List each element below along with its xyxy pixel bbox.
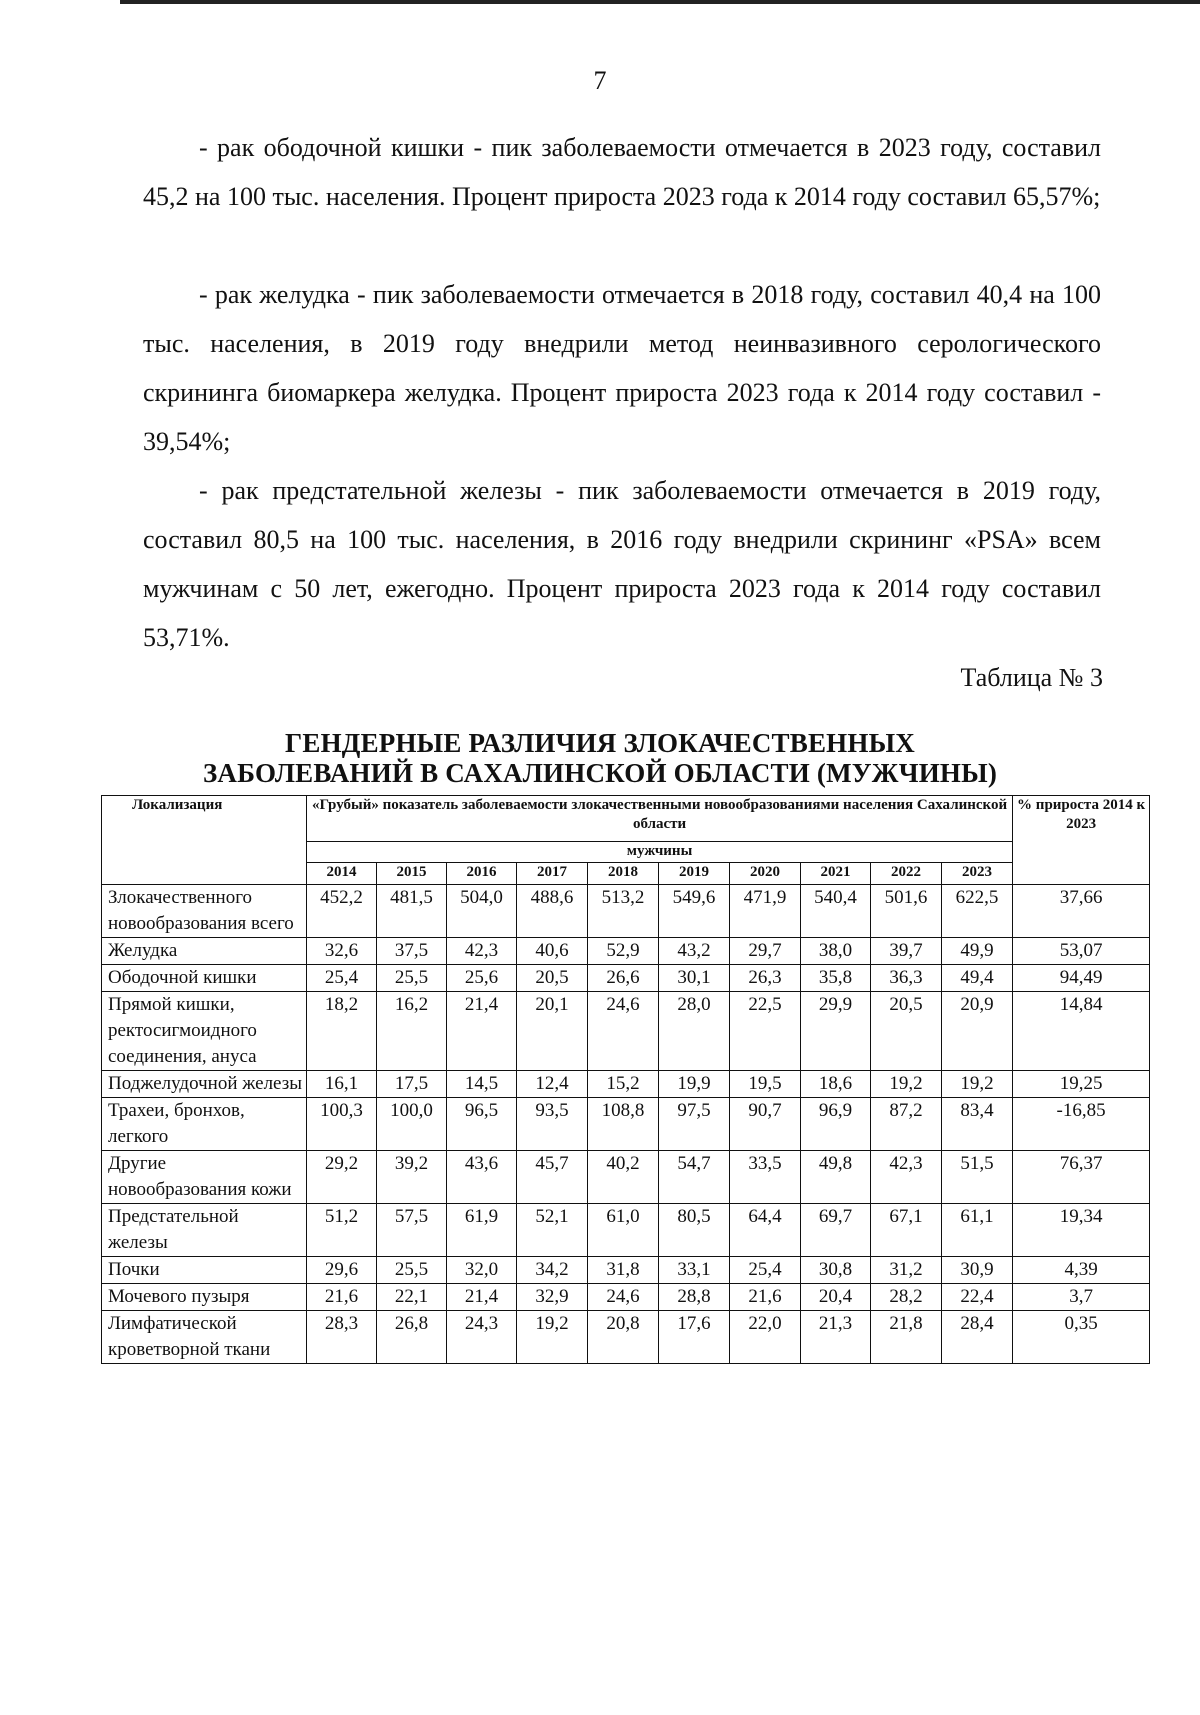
row-value: 481,5 (377, 885, 447, 938)
row-value: 20,9 (942, 992, 1013, 1071)
row-value: 22,5 (730, 992, 801, 1071)
row-value: 19,2 (871, 1071, 942, 1098)
row-value: 21,4 (447, 1284, 517, 1311)
table-row (102, 1204, 1150, 1257)
paragraph-stomach-cancer: - рак желудка - пик заболеваемости отмечается в 2018 году, составил 40,4 на 100 тыс. населения, в 2019 году внедрили метод неинвазивного серологического скрининга биомаркера желудка. Процент прироста 2023 года к 2014 году составил - 39,54%; (143, 280, 1101, 456)
row-localization: Злокачественного новообразования всего (102, 885, 307, 938)
row-value: 17,5 (377, 1071, 447, 1098)
row-localization: Мочевого пузыря (102, 1284, 307, 1311)
row-growth: 0,35 (1013, 1311, 1150, 1364)
row-value: 549,6 (659, 885, 730, 938)
row-value: 100,0 (377, 1098, 447, 1151)
row-value: 32,0 (447, 1257, 517, 1284)
row-localization: Лимфатической кроветворной ткани (102, 1311, 307, 1364)
table-row (102, 1098, 1150, 1151)
row-growth: 14,84 (1013, 992, 1150, 1071)
row-value: 67,1 (871, 1204, 942, 1257)
row-localization: Ободочной кишки (102, 965, 307, 992)
row-growth: 19,34 (1013, 1204, 1150, 1257)
row-value: 32,6 (307, 938, 377, 965)
row-value: 30,9 (942, 1257, 1013, 1284)
row-value: 34,2 (517, 1257, 588, 1284)
row-value: 20,5 (517, 965, 588, 992)
paragraph-colon-cancer: - рак ободочной кишки - пик заболеваемости отмечается в 2023 году, составил 45,2 на 100 тыс. населения. Процент прироста 2023 года к 2014 году составил 65,57%; (143, 133, 1101, 211)
row-value: 25,5 (377, 965, 447, 992)
row-growth: -16,85 (1013, 1098, 1150, 1151)
row-value: 31,8 (588, 1257, 659, 1284)
paragraph-prostate-cancer: - рак предстательной железы - пик заболеваемости отмечается в 2019 году, составил 80,5 на 100 тыс. населения, в 2016 году внедрили скрининг «PSA» всем мужчинам с 50 лет, ежегодно. Процент прироста 2023 года к 2014 году составил 53,71%. (143, 476, 1101, 652)
row-value: 35,8 (801, 965, 871, 992)
row-value: 64,4 (730, 1204, 801, 1257)
row-value: 42,3 (871, 1151, 942, 1204)
row-value: 38,0 (801, 938, 871, 965)
table-row (102, 1257, 1150, 1284)
table-title (0, 728, 1200, 788)
scan-top-border (120, 0, 1200, 4)
row-value: 471,9 (730, 885, 801, 938)
row-value: 40,6 (517, 938, 588, 965)
row-value: 108,8 (588, 1098, 659, 1151)
row-value: 25,4 (307, 965, 377, 992)
row-value: 21,8 (871, 1311, 942, 1364)
row-value: 24,3 (447, 1311, 517, 1364)
row-value: 39,2 (377, 1151, 447, 1204)
table-title-line-1: ГЕНДЕРНЫЕ РАЗЛИЧИЯ ЗЛОКАЧЕСТВЕННЫХ (285, 728, 915, 758)
row-value: 12,4 (517, 1071, 588, 1098)
row-value: 61,1 (942, 1204, 1013, 1257)
header-year: 2018 (588, 863, 659, 885)
row-value: 21,6 (307, 1284, 377, 1311)
row-value: 452,2 (307, 885, 377, 938)
row-value: 504,0 (447, 885, 517, 938)
row-growth: 4,39 (1013, 1257, 1150, 1284)
header-year: 2021 (801, 863, 871, 885)
table-row (102, 1071, 1150, 1098)
row-value: 30,8 (801, 1257, 871, 1284)
row-value: 16,1 (307, 1071, 377, 1098)
row-value: 25,4 (730, 1257, 801, 1284)
row-value: 19,9 (659, 1071, 730, 1098)
row-growth: 53,07 (1013, 938, 1150, 965)
table-row (102, 992, 1150, 1071)
header-year: 2022 (871, 863, 942, 885)
row-value: 488,6 (517, 885, 588, 938)
row-value: 21,6 (730, 1284, 801, 1311)
header-year: 2023 (942, 863, 1013, 885)
row-value: 19,5 (730, 1071, 801, 1098)
row-value: 501,6 (871, 885, 942, 938)
row-localization: Поджелудочной железы (102, 1071, 307, 1098)
row-value: 30,1 (659, 965, 730, 992)
row-value: 28,4 (942, 1311, 1013, 1364)
row-value: 28,8 (659, 1284, 730, 1311)
row-value: 19,2 (517, 1311, 588, 1364)
row-value: 22,1 (377, 1284, 447, 1311)
row-growth: 19,25 (1013, 1071, 1150, 1098)
row-value: 57,5 (377, 1204, 447, 1257)
row-value: 18,6 (801, 1071, 871, 1098)
row-value: 49,4 (942, 965, 1013, 992)
row-value: 54,7 (659, 1151, 730, 1204)
row-value: 61,0 (588, 1204, 659, 1257)
row-value: 19,2 (942, 1071, 1013, 1098)
row-value: 15,2 (588, 1071, 659, 1098)
row-value: 25,5 (377, 1257, 447, 1284)
table-row (102, 1151, 1150, 1204)
row-value: 40,2 (588, 1151, 659, 1204)
row-value: 24,6 (588, 992, 659, 1071)
row-localization: Предстательной железы (102, 1204, 307, 1257)
row-value: 26,3 (730, 965, 801, 992)
row-value: 96,9 (801, 1098, 871, 1151)
row-value: 540,4 (801, 885, 871, 938)
row-growth: 3,7 (1013, 1284, 1150, 1311)
row-value: 43,2 (659, 938, 730, 965)
row-value: 20,5 (871, 992, 942, 1071)
row-value: 18,2 (307, 992, 377, 1071)
header-year: 2020 (730, 863, 801, 885)
table-row (102, 885, 1150, 938)
page-number: 7 (593, 66, 607, 95)
row-value: 49,9 (942, 938, 1013, 965)
table-row (102, 965, 1150, 992)
header-year: 2019 (659, 863, 730, 885)
row-value: 52,1 (517, 1204, 588, 1257)
row-value: 28,2 (871, 1284, 942, 1311)
row-value: 97,5 (659, 1098, 730, 1151)
row-value: 22,0 (730, 1311, 801, 1364)
header-growth: % прироста 2014 к 2023 (1013, 796, 1150, 885)
row-value: 33,1 (659, 1257, 730, 1284)
row-value: 83,4 (942, 1098, 1013, 1151)
table-row (102, 1284, 1150, 1311)
row-value: 90,7 (730, 1098, 801, 1151)
header-subgroup: мужчины (307, 842, 1013, 863)
row-value: 33,5 (730, 1151, 801, 1204)
table-row (102, 938, 1150, 965)
header-year: 2017 (517, 863, 588, 885)
row-value: 39,7 (871, 938, 942, 965)
row-growth: 37,66 (1013, 885, 1150, 938)
row-value: 20,1 (517, 992, 588, 1071)
row-growth: 94,49 (1013, 965, 1150, 992)
row-value: 80,5 (659, 1204, 730, 1257)
row-value: 29,9 (801, 992, 871, 1071)
row-value: 61,9 (447, 1204, 517, 1257)
row-value: 24,6 (588, 1284, 659, 1311)
row-value: 513,2 (588, 885, 659, 938)
row-value: 17,6 (659, 1311, 730, 1364)
row-value: 100,3 (307, 1098, 377, 1151)
row-value: 26,6 (588, 965, 659, 992)
row-value: 16,2 (377, 992, 447, 1071)
row-value: 28,3 (307, 1311, 377, 1364)
row-value: 20,8 (588, 1311, 659, 1364)
row-value: 43,6 (447, 1151, 517, 1204)
row-value: 26,8 (377, 1311, 447, 1364)
row-value: 622,5 (942, 885, 1013, 938)
row-localization: Почки (102, 1257, 307, 1284)
header-indicator: «Грубый» показатель заболеваемости злокачественными новообразованиями населения Сахалинской области (307, 796, 1013, 842)
row-value: 14,5 (447, 1071, 517, 1098)
row-value: 45,7 (517, 1151, 588, 1204)
row-localization: Другие новообразования кожи (102, 1151, 307, 1204)
row-value: 51,5 (942, 1151, 1013, 1204)
table-title-line-2: ЗАБОЛЕВАНИЙ В САХАЛИНСКОЙ ОБЛАСТИ (МУЖЧИНЫ) (202, 758, 998, 788)
row-value: 37,5 (377, 938, 447, 965)
row-value: 49,8 (801, 1151, 871, 1204)
row-value: 93,5 (517, 1098, 588, 1151)
row-localization: Прямой кишки, ректосигмоидного соединения, ануса (102, 992, 307, 1071)
row-value: 29,6 (307, 1257, 377, 1284)
row-value: 29,7 (730, 938, 801, 965)
header-year: 2015 (377, 863, 447, 885)
row-value: 42,3 (447, 938, 517, 965)
row-value: 51,2 (307, 1204, 377, 1257)
header-year: 2016 (447, 863, 517, 885)
row-value: 52,9 (588, 938, 659, 965)
row-value: 28,0 (659, 992, 730, 1071)
row-value: 21,4 (447, 992, 517, 1071)
row-value: 87,2 (871, 1098, 942, 1151)
row-value: 96,5 (447, 1098, 517, 1151)
row-value: 69,7 (801, 1204, 871, 1257)
header-year: 2014 (307, 863, 377, 885)
row-value: 22,4 (942, 1284, 1013, 1311)
row-value: 21,3 (801, 1311, 871, 1364)
incidence-table (101, 795, 1150, 1364)
row-value: 31,2 (871, 1257, 942, 1284)
header-localization: Локализация (102, 796, 307, 885)
row-value: 32,9 (517, 1284, 588, 1311)
row-growth: 76,37 (1013, 1151, 1150, 1204)
row-value: 29,2 (307, 1151, 377, 1204)
row-localization: Трахеи, бронхов, легкого (102, 1098, 307, 1151)
row-value: 20,4 (801, 1284, 871, 1311)
table-caption: Таблица № 3 (960, 663, 1103, 692)
row-value: 36,3 (871, 965, 942, 992)
row-value: 25,6 (447, 965, 517, 992)
row-localization: Желудка (102, 938, 307, 965)
table-row (102, 1311, 1150, 1364)
